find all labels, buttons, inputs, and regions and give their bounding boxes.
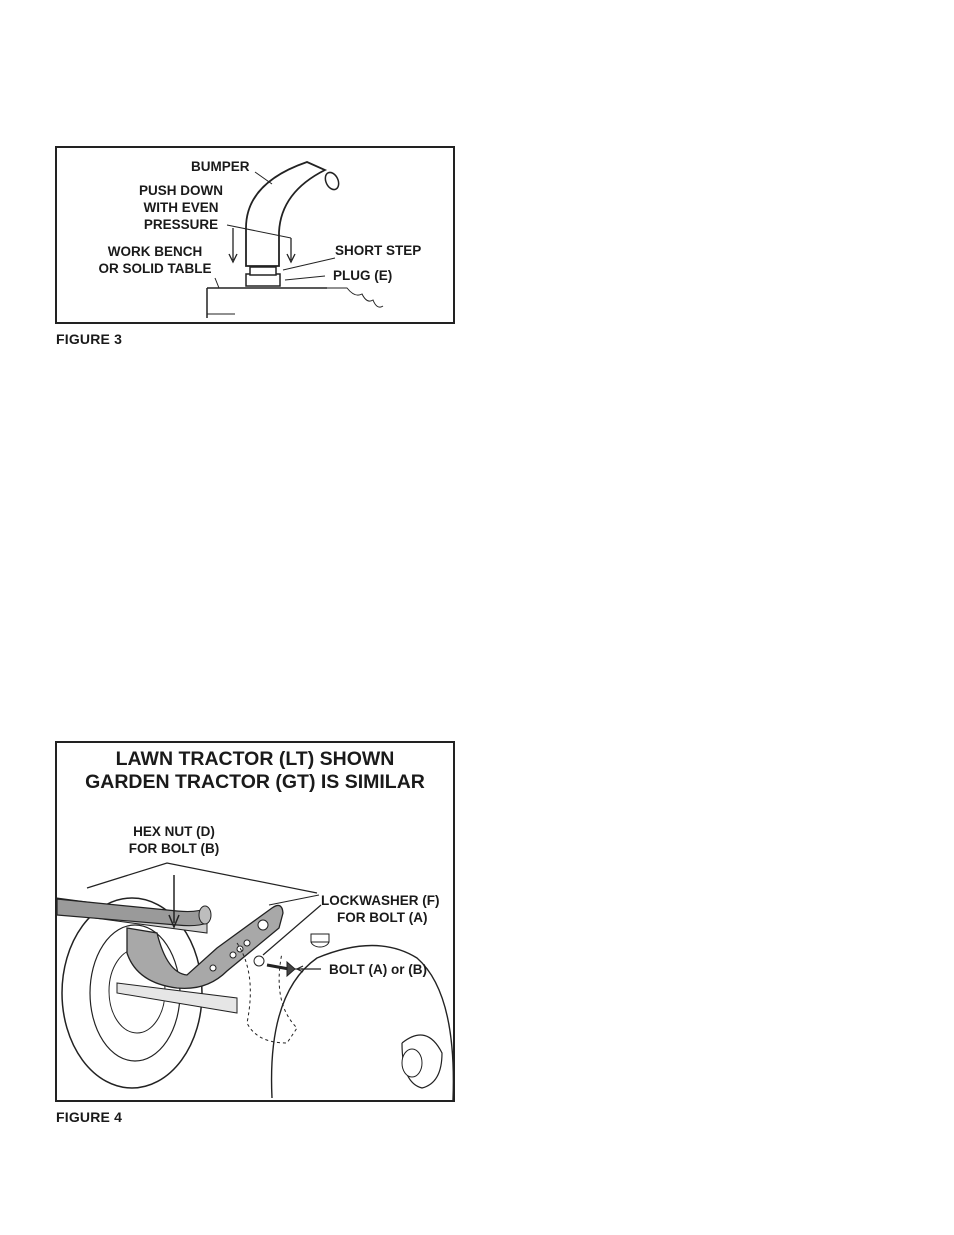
work-bench-label (93, 243, 217, 277)
figure-4-caption: FIGURE 4 (56, 1109, 123, 1125)
plug-label: PLUG (E) (333, 268, 393, 283)
figure-4-box (55, 741, 455, 1102)
bench-label-line-2: OR SOLID TABLE (98, 261, 212, 276)
short-step-label: SHORT STEP (335, 243, 422, 258)
hex-nut-label (109, 823, 239, 857)
push-label-line-2: WITH EVEN (143, 200, 219, 215)
bolt-label: BOLT (A) or (B) (329, 962, 427, 977)
lockwasher-label (321, 892, 440, 926)
figure-3-illustration (57, 148, 453, 322)
lockwasher-label-line-1: LOCKWASHER (F) (321, 893, 440, 908)
hex-nut-label-line-2: FOR BOLT (B) (128, 841, 220, 856)
bench-label-line-1: WORK BENCH (107, 244, 203, 259)
lockwasher-label-line-2: FOR BOLT (A) (337, 910, 428, 925)
hex-nut-label-line-1: HEX NUT (D) (133, 824, 215, 839)
figure-3-caption: FIGURE 3 (56, 331, 123, 347)
figure-4-title-line-2: GARDEN TRACTOR (GT) IS SIMILAR (85, 771, 425, 793)
bumper-label: BUMPER (191, 159, 250, 174)
push-label-line-1: PUSH DOWN (139, 183, 223, 198)
figure-4-title-line-1: LAWN TRACTOR (LT) SHOWN (115, 748, 395, 770)
figure-3-box (55, 146, 455, 324)
push-down-label (131, 182, 231, 233)
push-label-line-3: PRESSURE (143, 217, 219, 232)
